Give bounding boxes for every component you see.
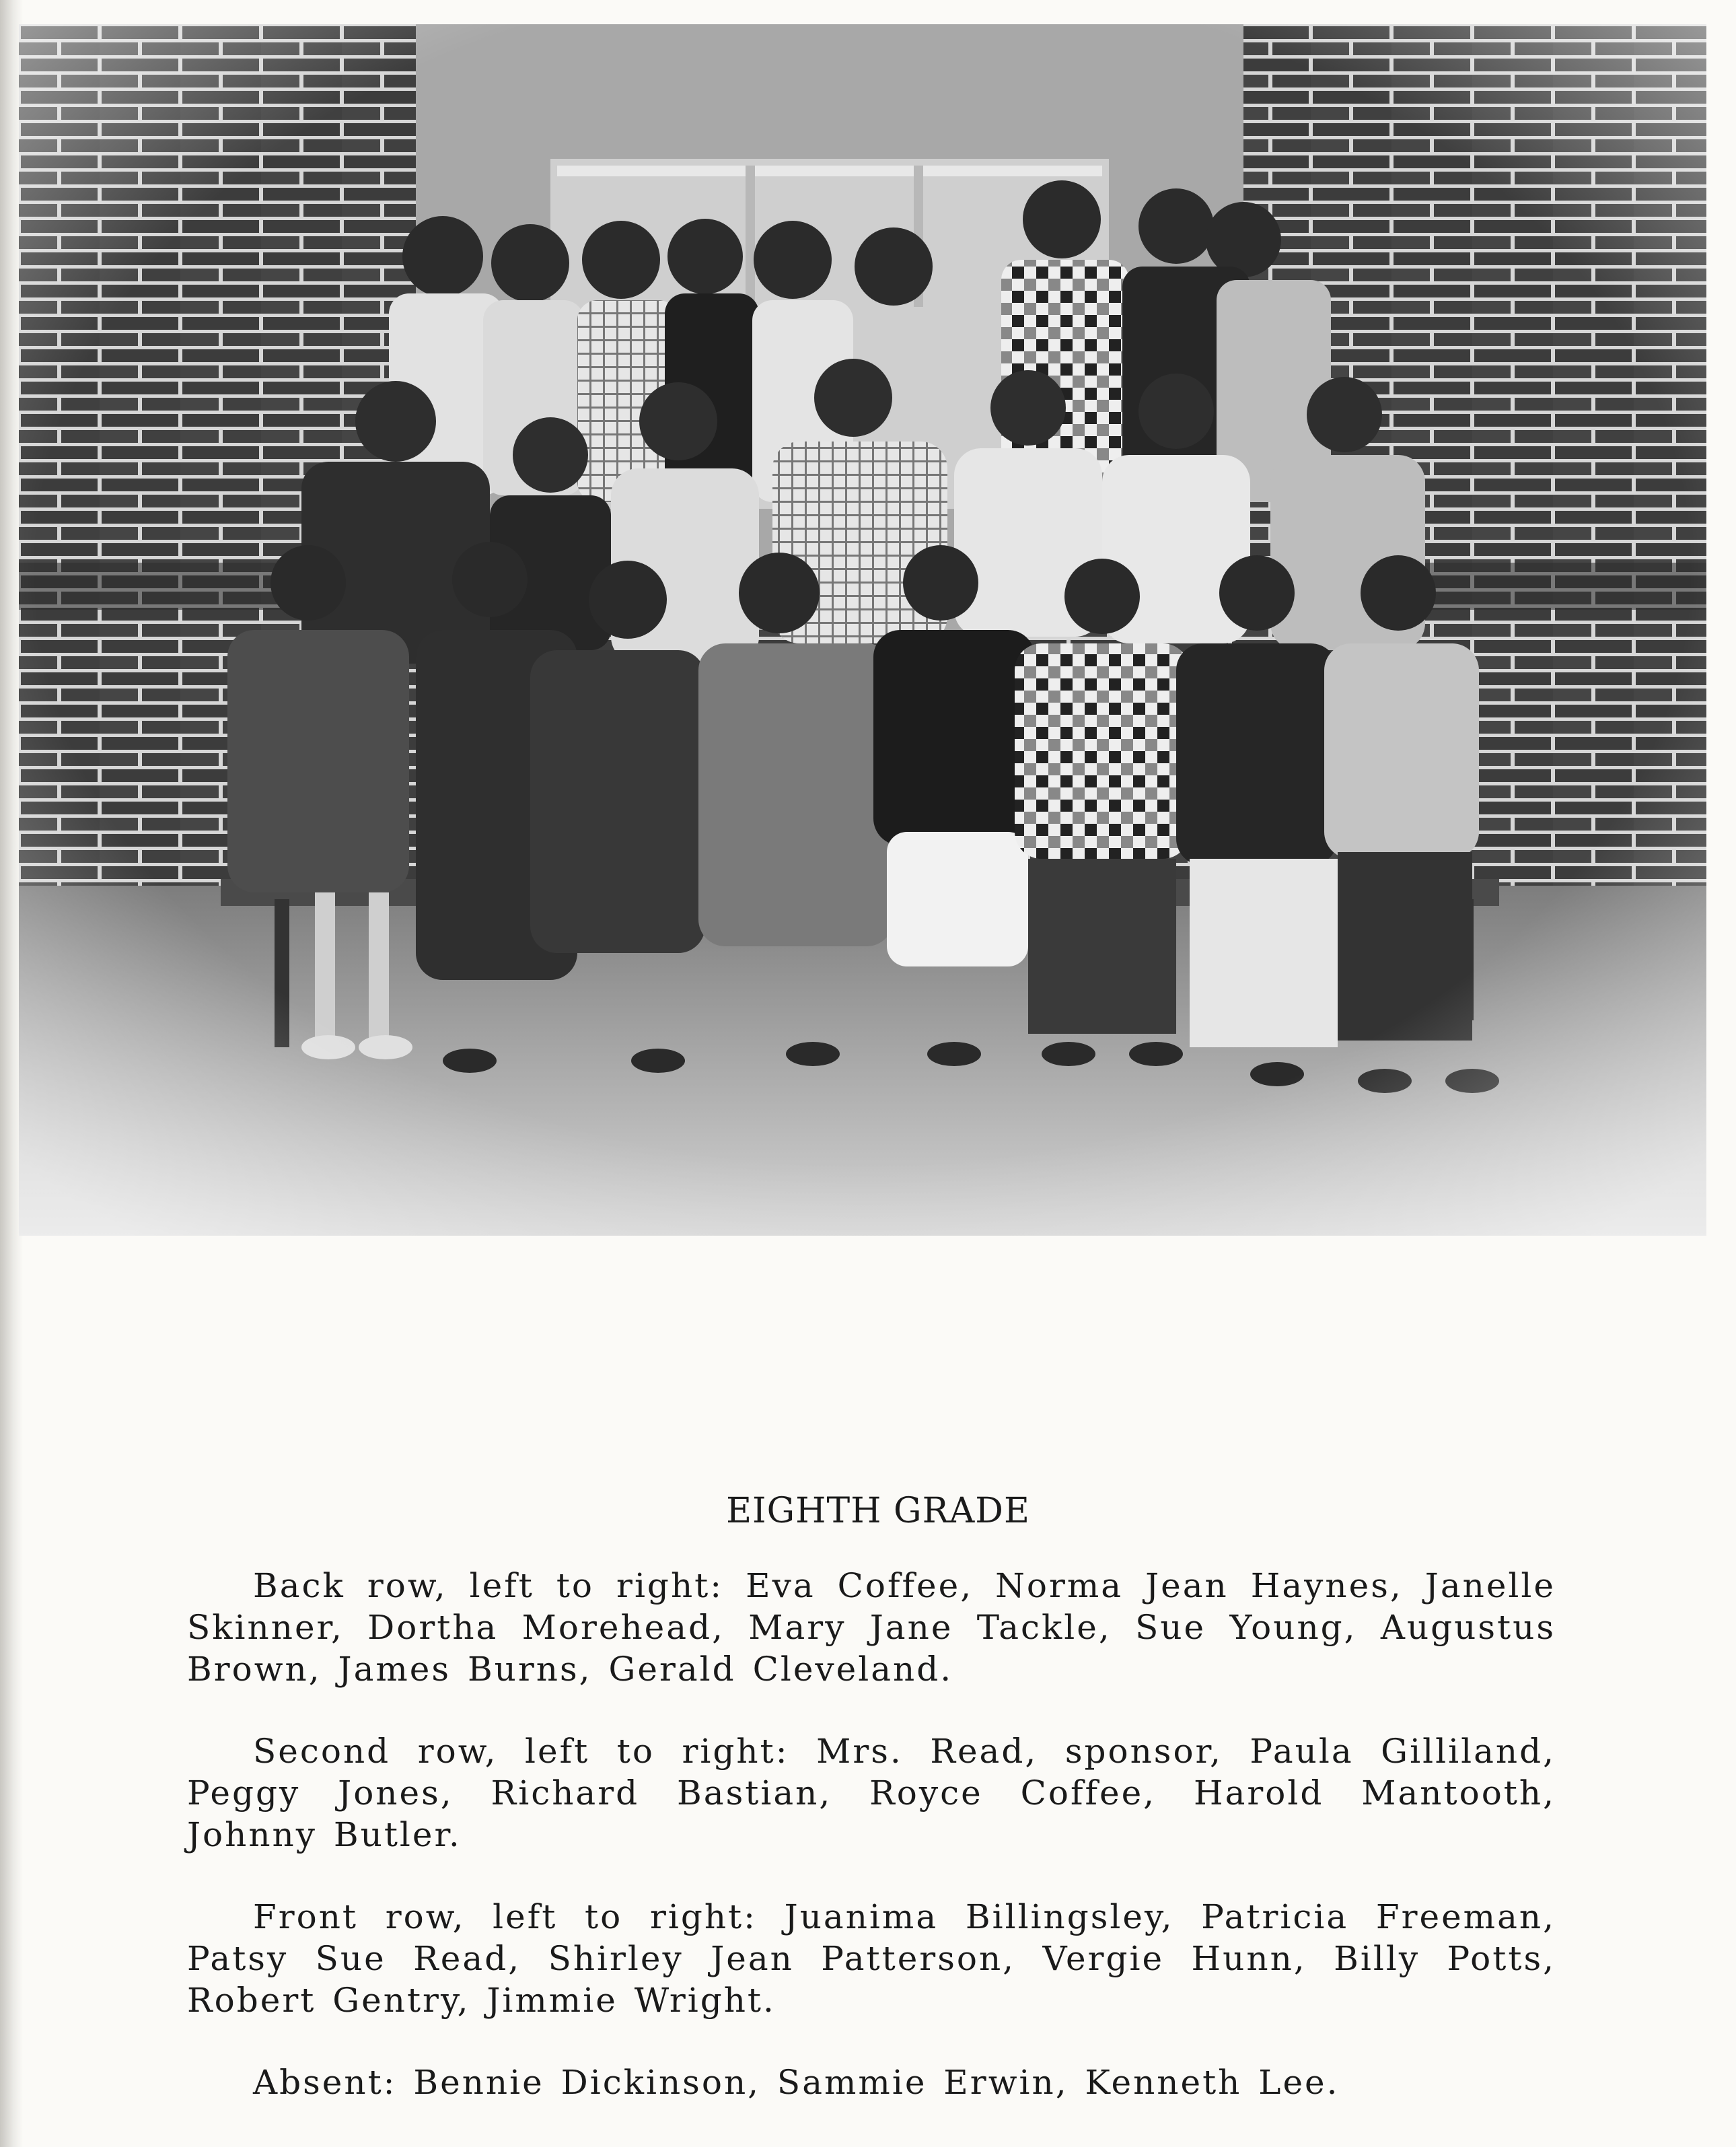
second-row-names: Second row, left to right: Mrs. Read, sponsor, Paula Gilliland, Peggy Jones, Richard Bastian, Royce Coffee, Harold Mantooth, Johnny Butler. [187,1732,1556,1854]
absent-names: Absent: Bennie Dickinson, Sammie Erwin, Kenneth Lee. [253,2063,1340,2102]
back-row-names: Back row, left to right: Eva Coffee, Norma Jean Haynes, Janelle Skinner, Dortha Morehead, Mary Jane Tackle, Sue Young, Augustus Brown, James Burns, Gerald Cleveland. [187,1566,1556,1689]
photo-caption [187,1491,1556,2103]
caption-title: EIGHTH GRADE [726,1491,1030,1531]
front-row-names: Front row, left to right: Juanima Billingsley, Patricia Freeman, Patsy Sue Read, Shirley Jean Patterson, Vergie Hunn, Billy Potts, Robert Gentry, Jimmie Wright. [187,1897,1556,2020]
class-photo [19,24,1706,1236]
